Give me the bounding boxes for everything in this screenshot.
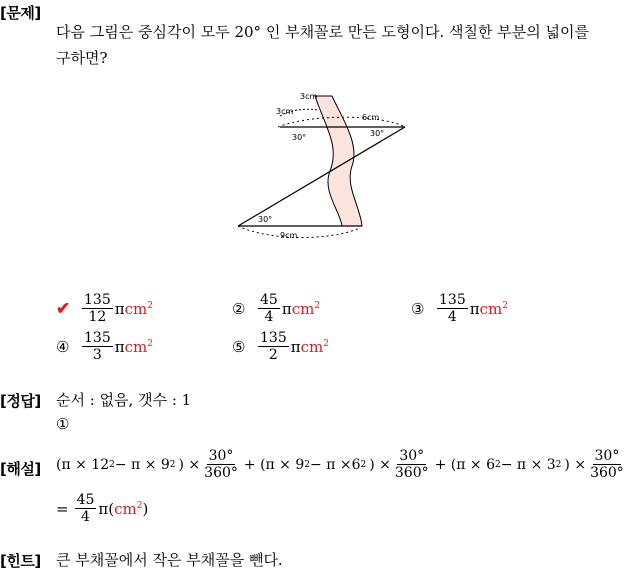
expl-part3: ) ×: [178, 456, 201, 473]
label-6cm: 6cm: [362, 113, 380, 122]
expl-result-unit: cm: [114, 499, 137, 518]
choice-4-exp: 2: [147, 338, 153, 349]
expl-result-eq: =: [56, 499, 69, 518]
shaded-region: [315, 96, 362, 226]
label-9cm: 9cm: [280, 231, 298, 240]
sector-figure: [230, 86, 415, 246]
expl-frac3-num: 30°: [594, 448, 620, 464]
choice-2-exp: 2: [314, 300, 321, 311]
expl-result-den: 4: [81, 509, 90, 525]
explanation-line-1: [56, 448, 628, 481]
choice-4-den: 3: [92, 347, 102, 363]
choice-5-pi: π: [290, 337, 301, 356]
expl-part1: (π × 12: [56, 456, 110, 473]
problem-tag: [문제]: [0, 4, 41, 22]
choice-2-unit: cm: [291, 299, 315, 318]
expl-frac1-num: 30°: [208, 448, 234, 464]
choice-5-den: 2: [268, 347, 278, 363]
choice-1[interactable]: [56, 292, 153, 325]
label-3cm-top: 3cm: [300, 92, 318, 101]
bottom-arc: [238, 226, 360, 238]
hint-tag: [힌트]: [0, 552, 41, 570]
expl-frac2-num: 30°: [399, 448, 425, 464]
explanation-tag: [해설]: [0, 460, 41, 478]
angle-30-left: 30°: [292, 133, 307, 142]
choice-2-den: 4: [264, 309, 274, 325]
expl-part4-exp: 2: [304, 459, 311, 470]
choice-4-num: 135: [84, 330, 111, 346]
choice-4-pi: π: [114, 337, 125, 356]
choice-3-pi: π: [469, 299, 480, 318]
choice-3-den: 4: [447, 309, 457, 325]
expl-frac2-den: 360°: [394, 465, 429, 481]
expl-result-pi: π(: [98, 499, 115, 518]
choice-2-pi: π: [281, 299, 292, 318]
expl-frac1-den: 360°: [204, 465, 238, 481]
expl-part1-exp: 2: [109, 459, 115, 470]
choice-5-exp: 2: [323, 338, 329, 349]
expl-frac3-den: 360°: [590, 465, 624, 481]
choice-2[interactable]: [232, 292, 320, 325]
expl-part2: − π × 9: [114, 456, 170, 473]
expl-part5-exp: 2: [360, 459, 367, 470]
choice-1-exp: 2: [147, 300, 153, 311]
expl-result-num: 45: [76, 492, 95, 508]
choice-4-unit: cm: [124, 337, 148, 356]
label-3cm-left: 3cm: [276, 107, 294, 116]
choice-3[interactable]: [411, 292, 508, 325]
choice-3-symbol: ③: [411, 299, 425, 318]
choice-3-num: 135: [439, 292, 466, 308]
choice-1-pi: π: [114, 299, 125, 318]
selected-check-icon: ✔: [56, 298, 71, 319]
choice-3-exp: 2: [502, 300, 508, 311]
expl-part8-exp: 2: [555, 459, 562, 470]
problem-line-2: 구하면?: [56, 49, 108, 67]
choice-5-symbol: ⑤: [232, 337, 246, 356]
answer-line-1: 순서 : 없음, 갯수 : 1: [56, 391, 192, 409]
expl-part9: ) ×: [564, 456, 587, 473]
choice-2-num: 45: [260, 292, 278, 308]
choice-4-symbol: ④: [56, 337, 70, 356]
choice-1-num: 135: [84, 292, 111, 308]
choice-2-symbol: ②: [232, 299, 246, 318]
slant-line: [238, 127, 405, 226]
answer-tag: [정답]: [0, 392, 41, 410]
expl-part4: + (π × 9: [243, 456, 305, 473]
expl-part8: − π × 3: [500, 456, 556, 473]
expl-result-exp: 2: [136, 500, 143, 511]
choice-5[interactable]: [232, 330, 329, 363]
expl-part2-exp: 2: [169, 459, 176, 470]
choice-5-num: 135: [260, 330, 287, 346]
choice-4[interactable]: [56, 330, 153, 363]
hint-text: 큰 부채꼴에서 작은 부채꼴을 뺀다.: [56, 551, 283, 569]
expl-part5: − π ×6: [310, 456, 361, 473]
problem-line-1: 다음 그림은 중심각이 모두 20° 인 부채꼴로 만든 도형이다. 색칠한 부분의 넓이를: [56, 23, 589, 41]
angle-30-right: 30°: [370, 129, 385, 138]
choice-3-unit: cm: [479, 299, 503, 318]
choice-5-unit: cm: [300, 337, 324, 356]
answer-line-2: ①: [56, 415, 70, 433]
explanation-result: [56, 492, 148, 525]
expl-result-close: ): [142, 499, 149, 518]
expl-part7: + (π × 6: [434, 456, 496, 473]
choice-1-unit: cm: [124, 299, 148, 318]
expl-part6: ) ×: [369, 456, 391, 473]
angle-30-bottom: 30°: [258, 215, 273, 224]
expl-part7-exp: 2: [495, 459, 501, 470]
choice-1-den: 12: [88, 309, 107, 325]
